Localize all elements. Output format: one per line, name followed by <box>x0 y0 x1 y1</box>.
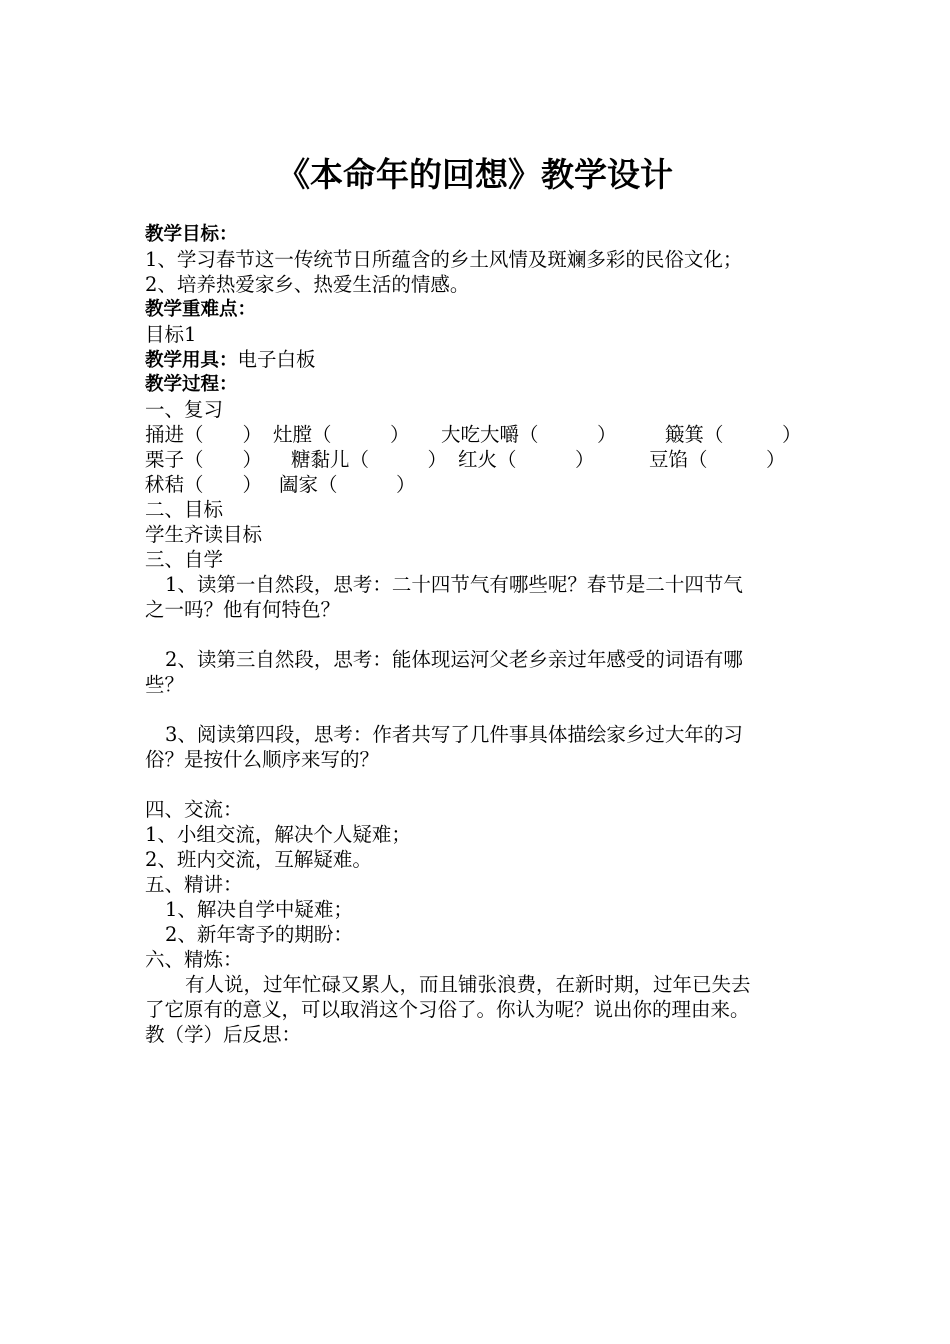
self-study-heading: 三、自学 <box>145 548 224 571</box>
review-heading: 一、复习 <box>145 398 224 421</box>
practice-text: 有人说，过年忙碌又累人，而且铺张浪费，在新时期，过年已失去 <box>185 973 751 996</box>
review-term: 大吃大嚼（ ） <box>441 423 617 446</box>
exchange-item: 1、小组交流，解决个人疑难； <box>145 823 411 846</box>
lecture-item: 2、新年寄予的期盼： <box>165 923 353 946</box>
page-title: 《本命年的回想》教学设计 <box>277 155 673 194</box>
review-row <box>145 422 835 447</box>
review-term: 阖家（ ） <box>279 473 416 496</box>
reflection-heading: 教（学）后反思： <box>145 1023 302 1046</box>
review-row <box>145 472 835 497</box>
lecture-item: 1、解决自学中疑难； <box>165 898 353 921</box>
objectives-heading: 教学目标： <box>145 224 238 245</box>
objective-item: 1、学习春节这一传统节日所蕴含的乡土风情及斑斓多彩的民俗文化； <box>145 248 743 271</box>
blank-line <box>145 622 835 647</box>
review-term: 豆馅（ ） <box>649 448 786 471</box>
self-study-question: 3、阅读第四段，思考：作者共写了几件事具体描绘家乡过大年的习 <box>165 723 743 746</box>
goal-text: 学生齐读目标 <box>145 523 263 546</box>
review-term: 灶膛（ ） <box>273 423 410 446</box>
practice-heading: 六、精炼： <box>145 948 243 971</box>
review-term: 红火（ ） <box>458 448 595 471</box>
review-term: 秫秸（ ） <box>145 473 263 496</box>
key-points-heading: 教学重难点： <box>145 299 257 320</box>
lecture-heading: 五、精讲： <box>145 873 243 896</box>
self-study-question: 1、读第一自然段，思考：二十四节气有哪些呢？春节是二十四节气 <box>165 573 743 596</box>
key-points-value: 目标1 <box>145 323 197 346</box>
review-term: 栗子（ ） <box>145 448 263 471</box>
review-term: 簸箕（ ） <box>665 423 802 446</box>
self-study-question-cont: 之一吗？他有何特色？ <box>145 598 341 621</box>
blank-line <box>145 772 835 797</box>
exchange-heading: 四、交流： <box>145 798 243 821</box>
objective-item: 2、培养热爱家乡、热爱生活的情感。 <box>145 273 470 296</box>
tools-heading: 教学用具： <box>145 350 238 371</box>
practice-text-cont: 了它原有的意义，可以取消这个习俗了。你认为呢？说出你的理由来。 <box>145 998 750 1021</box>
review-term: 捅进（ ） <box>145 423 263 446</box>
document-body <box>145 222 835 1047</box>
self-study-question-cont: 些？ <box>145 673 185 696</box>
blank-line <box>145 697 835 722</box>
review-row <box>145 447 835 472</box>
self-study-question: 2、读第三自然段，思考：能体现运河父老乡亲过年感受的词语有哪 <box>165 648 743 671</box>
self-study-question-cont: 俗？是按什么顺序来写的？ <box>145 748 380 771</box>
exchange-item: 2、班内交流，互解疑难。 <box>145 848 372 871</box>
goal-heading: 二、目标 <box>145 498 224 521</box>
tools-value: 电子白板 <box>237 348 316 371</box>
tools-line <box>145 347 835 372</box>
process-heading: 教学过程： <box>145 374 238 395</box>
review-term: 糖黏儿（ ） <box>291 448 448 471</box>
